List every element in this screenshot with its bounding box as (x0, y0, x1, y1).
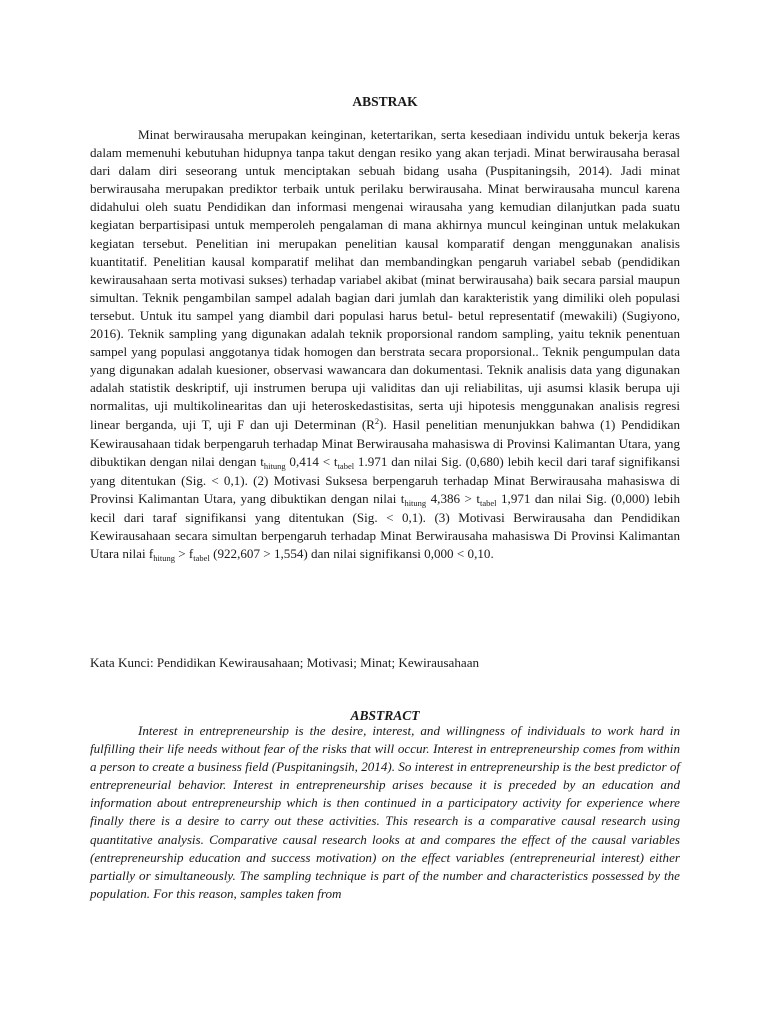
abstrak-text-8: (922,607 > 1,554) dan nilai signifikansi 0,000 < 0,10. (209, 546, 494, 562)
t-hitung-subscript: hitung (404, 497, 427, 508)
abstrak-text-2: ). Hasil penelitian menunjukkan bahwa (1) Pendidikan Kewirausahaan tidak berpengaruh terhadap Minat Berwirausaha mahasiswa di Provinsi Kalimantan Utara, yang dibuktikan dengan nilai dengan t (90, 416, 681, 469)
document-page (90, 0, 680, 1024)
abstrak-heading: ABSTRAK (352, 94, 418, 109)
f-hitung-subscript: hitung (153, 553, 175, 564)
t-hitung-subscript: hitung (263, 460, 286, 471)
abstrak-text-5: 4,386 > t (426, 490, 481, 506)
r-squared-superscript: 2 (374, 415, 380, 426)
abstrak-text-1: Minat berwirausaha merupakan keinginan, ketertarikan, serta kesediaan individu untuk bekerja keras dalam memenuhi kebutuhan hidupnya tanpa takut dengan resiko yang akan terjadi. Minat berwirausaha berasal dari dalam diri seseorang untuk menciptakan sebuah bidang usaha (Puspitaningsih, 2014). Jadi minat berwirausaha merupakan prediktor terbaik untuk perilaku berwirausaha. Minat berwirausaha muncul karena didahului oleh suatu Pendidikan dan informasi mengenai wirausaha yang kemudian dilanjutkan pada suatu kegiatan berpartisipasi untuk memperoleh pengalaman di mana akhirnya muncul keinginan untuk melakukan kegiatan tersebut. Penelitian ini merupakan penelitian kausal komparatif dengan menggunakan analisis kuantitatif. Penelitian kausal komparatif melihat dan membandingkan pengaruh variabel sebab (pendidikan kewirausahaan serta motivasi sukses) terhadap variabel akibat (minat berwirausaha) baik secara parsial maupun simultan. Teknik pengambilan sampel adalah bagian dari jumlah dan karakteristik yang dimiliki oleh populasi tersebut. Untuk itu sampel yang diambil dari populasi harus betul- betul representatif (mewakili) (Sugiyono, 2016). Teknik sampling yang digunakan adalah teknik proporsional random sampling, yaitu teknik penentuan sampel yang populasi anggotanya tidak homogen dan berstrata secara proporsional.. Teknik pengumpulan data yang digunakan adalah kuesioner, observasi wawancara dan dokumentasi. Teknik analisis data yang digunakan adalah statistik deskriptif, uji instrumen berupa uji validitas dan uji reliabilitas, uji asumsi klasik berupa uji normalitas, uji multikolinearitas dan uji heteroskedastisitas, serta uji hipotesis menggunakan analisis regresi linear berganda, uji T, uji F dan uji Determinan (R (90, 127, 680, 432)
abstrak-text-7: > f (175, 546, 194, 562)
t-tabel-subscript: tabel (337, 460, 355, 471)
abstrak-paragraph (90, 126, 680, 564)
abstract-heading: ABSTRACT (350, 708, 420, 723)
abstrak-text-3: 0,414 < t (285, 453, 338, 469)
t-tabel-subscript: tabel (480, 497, 497, 508)
f-tabel-subscript: tabel (193, 553, 210, 564)
keywords: Kata Kunci: Pendidikan Kewirausahaan; Motivasi; Minat; Kewirausahaan (90, 655, 480, 670)
abstrak-text-4: 1.971 dan nilai Sig. (0,680) lebih kecil dari taraf signifikansi yang ditentukan (Sig. < 0,1). (2) Motivasi Suksesa berpengaruh terhadap Minat Berwirausaha mahasiswa di Provinsi Kalimantan Utara, yang dibuktikan dengan nilai t (90, 453, 680, 506)
abstrak-text-6: 1,971 dan nilai Sig. (0,000) lebih kecil dari taraf signifikansi yang ditentukan (Sig. < 0,1). (3) Motivasi Berwirausaha dan Pendidikan Kewirausahaan secara simultan berpengaruh terhadap Minat Berwirausaha mahasiswa Di Provinsi Kalimantan Utara nilai f (90, 490, 680, 562)
abstract-paragraph: Interest in entrepreneurship is the desire, interest, and willingness of individuals to work hard in fulfilling their life needs without fear of the risks that will occur. Interest in entrepreneurship comes from within a person to create a business field (Puspitaningsih, 2014). So interest in entrepreneurship is the best predictor of entrepreneurial behavior. Interest in entrepreneurship arises because it is preceded by an education and information about entrepreneurship which is then continued in a participatory activity for experience where finally there is a desire to carry out these activities. This research is a comparative causal research using quantitative analysis. Comparative causal research looks at and compares the effect of the causal variables (entrepreneurship education and success motivation) on the effect variables (entrepreneurial interest) either partially or simultaneously. The sampling technique is part of the number and characteristics possessed by the population. For this reason, samples taken from (90, 723, 681, 901)
